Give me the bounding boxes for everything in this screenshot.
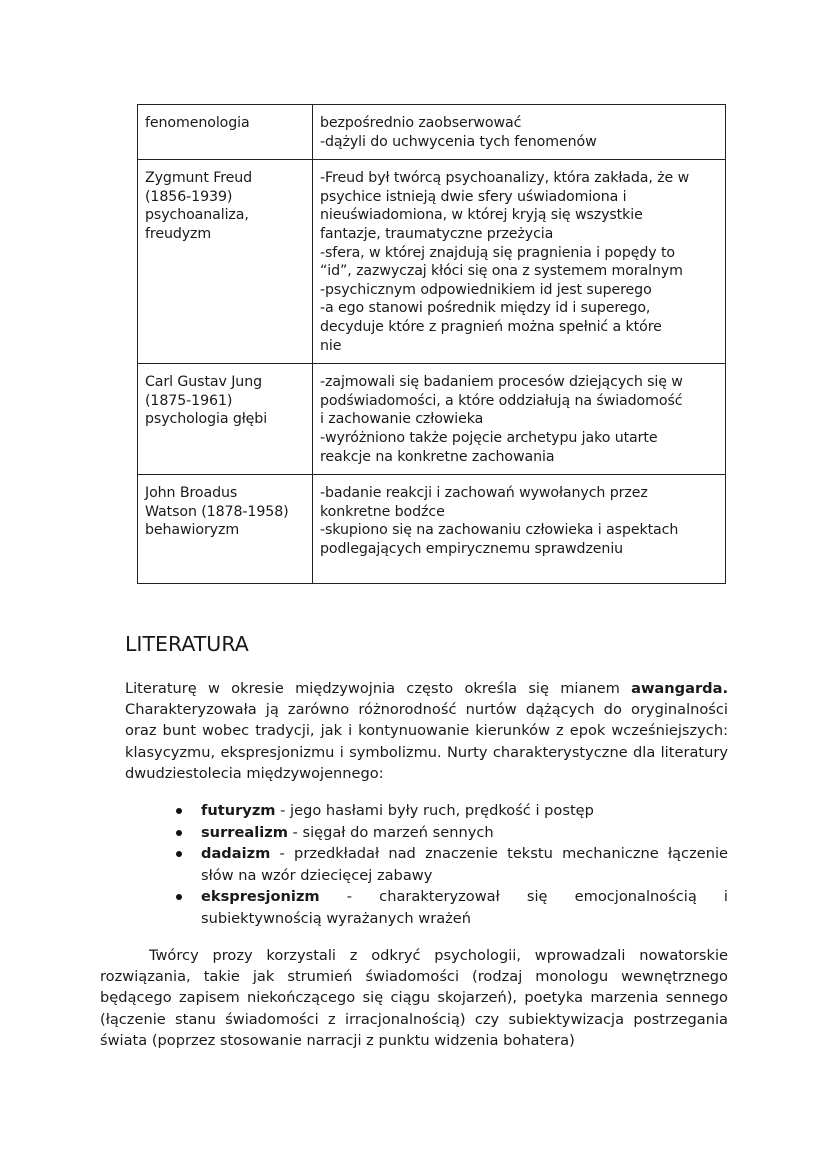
list-item: surrealizm - sięgał do marzeń sennych [174,822,728,844]
table-cell-description: -zajmowali się badaniem procesów dziejących się w podświadomości, a które oddziałują na świadomość i zachowanie człowieka -wyróżniono także pojęcie archetypu jako utarte reakcje na konkretne zachowania [313,364,726,475]
awangarda-term: awangarda. [631,680,728,697]
intro-paragraph: Literaturę w okresie międzywojnia często określa się mianem awangarda. Charakteryzowała ją zarówno różnorodność nurtów dążących do oryginalności oraz bunt wobec tradycji, jak i kontynuowanie kierunków z epok wcześniejszych: klasycyzmu, ekspresjonizmu i symbolizmu. Nurty charakterystyczne dla literatury dwudziestolecia międzywojennego: [125,680,728,782]
table-row [138,160,726,364]
closing-paragraph: Twórcy prozy korzystali z odkryć psychologii, wprowadzali nowatorskie rozwiązania, takie jak strumień świadomości (rodzaj monologu wewnętrznego będącego zapisem niekończącego się ciągu skojarzeń), poetyka marzenia sennego (łączenie stanu świadomości z irracjonalnością) czy subiektywizacja postrzegania świata (poprzez stosowanie narracji z punktu widzenia bohatera) [100,947,728,1049]
table-cell-term: Carl Gustav Jung (1875-1961) psychologia głębi [138,364,313,475]
section-heading: LITERATURA [125,632,249,656]
table-cell-term: Zygmunt Freud (1856-1939) psychoanaliza, freudyzm [138,160,313,364]
list-item: futuryzm - jego hasłami były ruch, prędkość i postęp [174,800,728,822]
table-cell-term: fenomenologia [138,105,313,160]
table-cell-description: -Freud był twórcą psychoanalizy, która zakłada, że w psychice istnieją dwie sfery uświadomiona i nieuświadomiona, w której kryją się wszystkie fantazje, traumatyczne przeżycia -sfera, w której znajdują się pragnienia i popędy to “id”, zazwyczaj kłóci się ona z systemem moralnym -psychicznym odpowiednikiem id jest superego -a ego stanowi pośrednik między id i superego, decyduje które z pragnień można spełnić a które nie [313,160,726,364]
list-item: dadaizm - przedkładał nad znaczenie tekstu mechaniczne łączenie słów na wzór dziecięcej zabawy [174,843,728,886]
movements-list [174,800,728,930]
table-row [138,105,726,160]
list-item: ekspresjonizm - charakteryzował się emocjonalnością i subiektywnością wyrażanych wrażeń [174,886,728,929]
psychology-table [137,104,726,584]
table-cell-term: John Broadus Watson (1878-1958) behawioryzm [138,475,313,584]
table-row [138,364,726,475]
table-cell-description: bezpośrednio zaobserwować -dążyli do uchwycenia tych fenomenów [313,105,726,160]
table-row [138,475,726,584]
table-cell-description: -badanie reakcji i zachowań wywołanych przez konkretne bodźce -skupiono się na zachowaniu człowieka i aspektach podlegających empirycznemu sprawdzeniu [313,475,726,584]
